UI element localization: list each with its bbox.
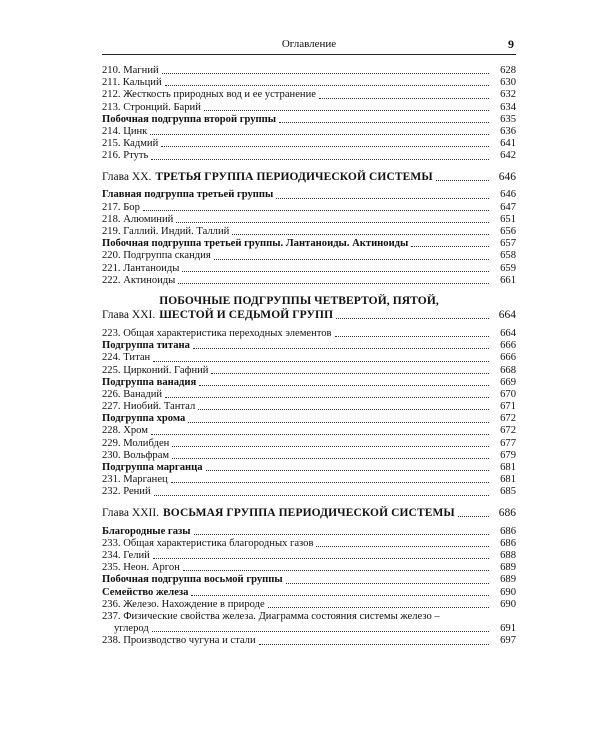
toc-subgroup-heading: Подгруппа марганца 681: [102, 462, 516, 474]
toc-entry: 234. Гелий 688: [102, 549, 516, 561]
toc-entry: 223. Общая характеристика переходных элементов 664: [102, 327, 516, 339]
toc-entry: 235. Неон. Аргон 689: [102, 562, 516, 574]
chapter-21-heading: Глава XXI. ПОБОЧНЫЕ ПОДГРУППЫ ЧЕТВЕРТОЙ, ПЯТОЙ, ШЕСТОЙ И СЕДЬМОЙ ГРУПП 664: [102, 295, 516, 321]
chapter-22-heading: Глава XXII. ВОСЬМАЯ ГРУППА ПЕРИОДИЧЕСКОЙ СИСТЕМЫ 686: [102, 506, 516, 519]
toc-entry: 215. Кадмий 641: [102, 138, 516, 150]
toc-entry: 210. Магний 628: [102, 64, 516, 76]
toc-subgroup-heading: Главная подгруппа третьей группы 646: [102, 189, 516, 201]
toc-subgroup-heading: Побочная подгруппа восьмой группы 689: [102, 574, 516, 586]
toc-entry: 238. Производство чугуна и стали 697: [102, 635, 516, 647]
toc-entry: 221. Лантаноиды 659: [102, 262, 516, 274]
toc-entry: 229. Молибден 677: [102, 437, 516, 449]
toc-entry: 216. Ртуть 642: [102, 150, 516, 162]
toc-entry: 236. Железо. Нахождение в природе 690: [102, 598, 516, 610]
toc-entry: углерод 691: [114, 623, 516, 635]
toc-entry: 228. Хром 672: [102, 425, 516, 437]
toc-entry: 231. Марганец 681: [102, 474, 516, 486]
page-number: 9: [508, 37, 514, 51]
toc-entry: 222. Актиноиды 661: [102, 274, 516, 286]
toc-subgroup-heading: Подгруппа ванадия 669: [102, 376, 516, 388]
toc-entry: 218. Алюминий 651: [102, 213, 516, 225]
toc-block-4: [102, 526, 516, 611]
toc-subgroup-heading: Побочная подгруппа второй группы 635: [102, 113, 516, 125]
page-header: [102, 36, 516, 55]
toc-entry: 212. Жесткость природных вод и ее устранение 632: [102, 89, 516, 101]
toc-entry: 225. Цирконий. Гафний 668: [102, 364, 516, 376]
toc-subgroup-heading: Побочная подгруппа третьей группы. Лантаноиды. Актиноиды 657: [102, 238, 516, 250]
toc-entry: 237. Физические свойства железа. Диаграмма состояния системы железо –: [102, 610, 440, 622]
table-of-contents: [102, 65, 516, 648]
toc-page: [102, 36, 516, 648]
toc-block-3: [102, 328, 516, 499]
toc-entry: 227. Ниобий. Тантал 671: [102, 401, 516, 413]
chapter-20-heading: Глава XX. ТРЕТЬЯ ГРУППА ПЕРИОДИЧЕСКОЙ СИСТЕМЫ 646: [102, 170, 516, 183]
toc-subgroup-heading: Семейство железа 690: [102, 586, 516, 598]
toc-block-1: [102, 65, 516, 163]
toc-entry: 211. Кальций 630: [102, 77, 516, 89]
toc-entry: 220. Подгруппа скандия 658: [102, 250, 516, 262]
toc-entry: 213. Стронций. Барий 634: [102, 101, 516, 113]
toc-entry: 214. Цинк 636: [102, 125, 516, 137]
toc-entry: 224. Титан 666: [102, 352, 516, 364]
toc-entry: 233. Общая характеристика благородных газов 686: [102, 537, 516, 549]
toc-subgroup-heading: Подгруппа хрома 672: [102, 413, 516, 425]
toc-entry: 217. Бор 647: [102, 201, 516, 213]
toc-subgroup-heading: Благородные газы 686: [102, 525, 516, 537]
toc-subgroup-heading: Подгруппа титана 666: [102, 340, 516, 352]
toc-entry: 232. Рений 685: [102, 486, 516, 498]
toc-entry: 230. Вольфрам 679: [102, 449, 516, 461]
toc-entry: 219. Галлий. Индий. Таллий 656: [102, 226, 516, 238]
toc-block-2: [102, 190, 516, 288]
page-title: Оглавление: [281, 38, 337, 50]
toc-entry: 226. Ванадий 670: [102, 388, 516, 400]
